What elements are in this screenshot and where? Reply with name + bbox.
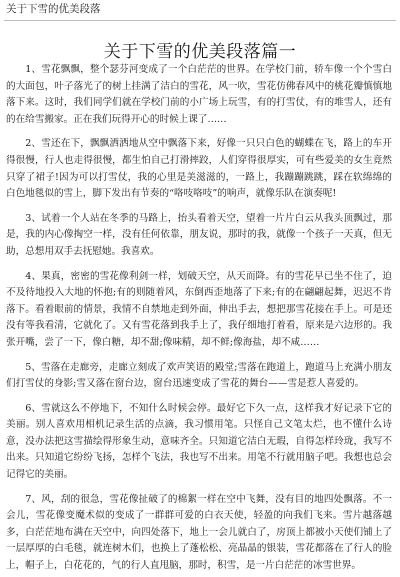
paragraph-3: 3、试着一个人站在冬季的马路上，抬头看着天空，望着一片片白云从我头顶飘过，那是，我的内心像掏空一样，没有任何依靠，朋友说，那时的我，就像一个孩子一天真，但无助，总想用双手去抚慰她。我喜欢。	[6, 212, 392, 257]
paragraph-list	[6, 62, 392, 577]
header-divider	[4, 20, 396, 21]
paragraph-6: 6、雪就这么不停地下，不知什么时候会停。最好它下久一点，这样我才好记录下它的美丽。别人喜欢用相机记录生活的点滴，我习惯用笔。只怪自己文笔太烂，也不懂什么诗意，没办法把这雪描绘得形象生动，意味齐全。只知道它洁白无瑕，自得怎样玲珑，我写不出来。只知道它纷纷飞扬，怎样个飞法，我也写不出来。用笔不行就用脑子吧。我想也总会记得它的美丽。	[6, 402, 392, 481]
running-header: 关于下雪的优美段落	[6, 3, 101, 15]
document-title: 关于下雪的优美段落篇一	[103, 42, 297, 63]
paragraph-5: 5、雪落在走廊旁，走廊立刻成了欢声笑语的殿堂;雪落在跑道上，跑道马上充满小朋友们打雪仗的身影;雪又落在窗台边，窗台迅速变成了雪花的舞台——雪是惹人喜爱的。	[6, 361, 392, 390]
paragraph-1: 1、雪花飘飘，整个瑟芬河变成了一个白茫茫的世界。在学校门前，轿车像一个个雪白的大面包，叶子落光了的树上挂满了洁白的雪花，风一吹，雪花仿佛春风中的桃花瓣慎慎地落下来。这时，我们同学们就在学校门前的小广场上玩雪，有的打雪仗，有的堆雪人，还有的在给雪搬家。正在我们玩得开心的时候上课了……	[6, 64, 392, 125]
paragraph-7: 7、风，刮的很急，雪花像扯破了的棉絮一样在空中飞舞，没有目的地四处飘落。不一会儿，雪花像变魔术似的变成了一群群可爱的白衣天使，轻盈的向我们飞来。雪片越落越多，白茫茫地布满在天空中，向四处落下，地上一会儿就白了，房顶上都被小天使们铺上了一层厚厚的白毛毯，就连树木们，也换上了蓬松松、亮晶晶的银装，雪花都落在了行人的脸上，帽子上，白花花的，气的行人直甩脑，那时，积雪，是一片白茫茫的冰雪世界。	[6, 493, 392, 572]
paragraph-2: 2、雪还在下，飘飘洒洒地从空中飘落下来，好像一只只白色的蝴蝶在飞，路上的车开得很慢，行人也走得很慢，都生怕自己打滑摔跤，人们穿得很厚实，可有些爱美的女生竟然只穿了裙子!因为可以打雪仗，我的心里是美滋滋的，一路上，我蹦蹦跳跳，踩在软绵绵的白色地毯似的雪上，脚下发出有节奏的“咯吱咯吱”的响声，就像乐队在演奏呢!	[6, 138, 392, 200]
paragraph-4: 4、果真，密密的雪花像利剑一样，划破天空，从天而降。有的雪花早已坐不住了，迫不及待地投入大地的怀抱;有的则随着风，东倒西歪地落了下来;有的在翩翩起舞，迟迟不肯落下。看着眼前的情景，我情不自禁地走到外面，伸出手去，想把那雪花接在手上。可是还没有等我看清，它就化了。又有雪花落到我手上了，我仔细地打着看，原来是六边形的。我张开嘴，尝了一下，像白糖，却不甜;像味精，却不鲜;像海盐，却不咸……	[6, 270, 392, 348]
